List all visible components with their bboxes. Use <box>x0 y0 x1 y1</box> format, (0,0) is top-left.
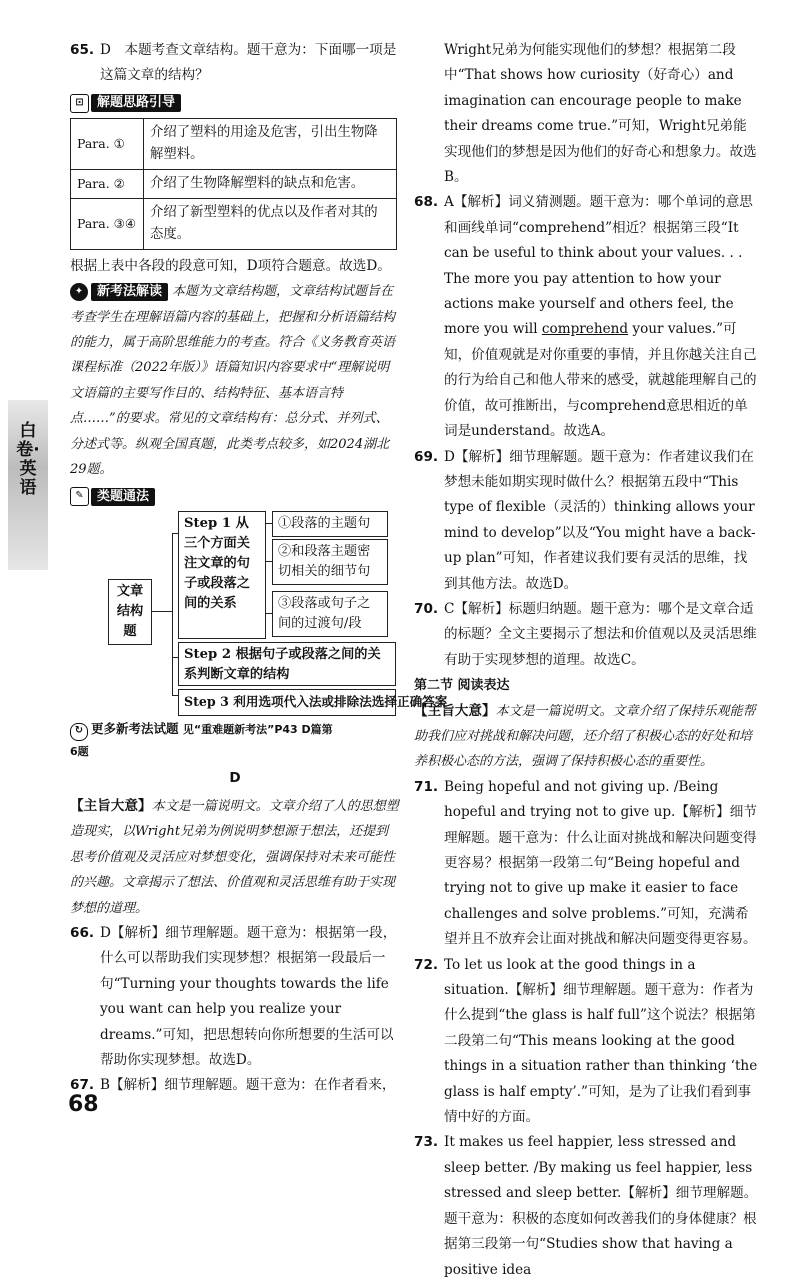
more-questions-link[interactable]: ↻ 更多新考法试题 见“重难题新考法”P43 D篇第 6题 <box>70 721 333 759</box>
key-icon: ✎ <box>70 487 89 506</box>
flow-step3: Step 3 利用选项代入法或排除法选择正确答案 <box>178 689 396 716</box>
table-row: Para. ① 介绍了塑料的用途及危害，引出生物降解塑料。 <box>71 118 397 169</box>
question-73: 73. It makes us feel happier, less stressed and sleep better. /By making us feel happier, less stressed and sleep better.【解析】细节理解题。题干意为：积极的态度如何改善我们的身体健康？根据第三段第一句“Studies show that having a positive idea <box>414 1134 758 1278</box>
question-68: 68. A【解析】词义猜测题。题干意为：哪个单词的意思和画线单词“comprehend”相近？根据第三段“It can be useful to think about your values. . . The more you pay attention to how your actions make yourself and others feel, the more you will comprehend your values.”可知，价值观就是对你重要的事情，并且你越关注自己的行为给自己和他人带来的感受，就越能理解自己的价值，故可推断出，与comprehend意思相近的单词是understand。故选A。 <box>414 194 757 440</box>
passage-title: D <box>229 770 241 787</box>
new-method-note: ✦ 新考法解读 本题为文章结构题，文章结构试题旨在考查学生在理解语篇内容的基础上，把握和分析语篇结构的能力，属于高阶思维能力的考查。符合《义务教育英语课程标准（2022年版）》语篇知识内容要求中“理解说明文语篇的主要写作目的、结构特征、基本语言特点……”的要求。常见的文章结构有：总分式、并列式、分述式等。纵观全国真题，此类考点较多，如2024湖北29题。 <box>70 283 396 478</box>
flow-step1: Step 1 从三个方面关注文章的句子或段落之间的关系 <box>178 511 266 639</box>
table-row: Para. ③④ 介绍了新型塑料的优点以及作者对其的态度。 <box>71 198 397 249</box>
side-tab-label: 白卷·英语 <box>16 421 40 498</box>
question-69: 69. D【解析】细节理解题。题干意为：作者建议我们在梦想未能如期实现时做什么？根据第五段中“This type of flexible（灵活的）thinking allows your mind to develop”以及“You might have a back-up plan”可知，作者建议我们要有灵活的思维，找到其他方法。故选D。 <box>414 448 756 592</box>
guide-icon: ⊡ <box>70 94 89 113</box>
paragraph-table <box>70 118 397 250</box>
section-2-title: 第二节 阅读表达 <box>414 678 510 694</box>
flow-option-2: ②和段落主题密切相关的细节句 <box>272 539 388 585</box>
solution-guide-badge: ⊡ 解题思路引导 <box>70 94 181 113</box>
section-2-summary: 【主旨大意】本文是一篇说明文。文章介绍了保持乐观能帮助我们应对挑战和解决问题，还介绍了积极心态的好处和培养积极心态的方法，强调了保持积极心态的重要性。 <box>414 702 756 770</box>
question-70: 70. C【解析】标题归纳题。题干意为：哪个是文章合适的标题？全文主要揭示了想法和价值观以及灵活思维有助于实现梦想的道理。故选C。 <box>414 600 757 668</box>
flow-connector <box>172 533 173 696</box>
flow-option-3: ③段落或句子之间的过渡句/段 <box>272 591 388 637</box>
star-icon: ✦ <box>70 283 88 301</box>
method-badge: ✎ 类题通法 <box>70 487 155 506</box>
passage-d-summary: 【主旨大意】本文是一篇说明文。文章介绍了人的思想塑造现实，以Wright兄弟为例说明梦想源于想法，还提到思考价值观及灵活应对梦想变化，强调保持对未来可能性的兴趣。文章揭示了想法、价值观和灵活思维有助于实现梦想的道理。 <box>70 797 399 916</box>
flow-option-1: ①段落的主题句 <box>272 511 388 537</box>
question-71: 71. Being hopeful and not giving up. /Being hopeful and trying not to give up.【解析】细节理解题。题干意为：什么让面对挑战和解决问题变得更容易？根据第一段第二句“Being hopeful and trying not to give up make it easier to face challenges and solve problems.”可知，充满希望并且不放弃会让面对挑战和解决问题变得更容易。 <box>414 778 757 948</box>
question-66: 66. D【解析】细节理解题。题干意为：根据第一段，什么可以帮助我们实现梦想？根据第一段最后一句“Turning your thoughts towards the life you want can help you realize your dreams.”可知，把思想转向你所想要的生活可以帮助你实现梦想。故选D。 <box>70 924 397 1068</box>
left-column <box>70 38 448 1099</box>
question-72: 72. To let us look at the good things in a situation.【解析】细节理解题。题干意为：作者为什么提到“the glass is half full”这个说法？根据第二段第二句“This means looking at the good things in a situation rather than thinking ‘the glass is half empty’.”可知，是为了让我们看到事情中好的方面。 <box>414 956 758 1126</box>
table-row: Para. ② 介绍了生物降解塑料的缺点和危害。 <box>71 169 397 198</box>
new-method-badge: ✦ 新考法解读 <box>70 283 168 301</box>
link-icon: ↻ <box>70 723 88 741</box>
subject-side-tab <box>8 400 48 570</box>
question-67: 67. B【解析】细节理解题。题干意为：在作者看来， <box>70 1077 396 1094</box>
method-flowchart <box>70 511 448 716</box>
page-number: 68 <box>68 1092 99 1117</box>
q65-conclusion: 根据上表中各段的段意可知，D项符合题意。故选D。 <box>70 257 391 274</box>
right-column <box>414 38 759 1283</box>
flow-connector <box>152 611 172 612</box>
flow-step2: Step 2 根据句子或段落之间的关系判断文章的结构 <box>178 642 396 686</box>
flow-center-box: 文章结构题 <box>108 579 152 645</box>
underlined-word: comprehend <box>541 321 629 338</box>
question-65: 65. D 本题考查文章结构。题干意为：下面哪一项是这篇文章的结构？ <box>70 42 397 84</box>
question-67-continued: Wright兄弟为何能实现他们的梦想？根据第二段中“That shows how curiosity（好奇心）and imagination can encourage people to make their dreams come true.”可知，Wright兄弟能实现他们的梦想是因为他们的好奇心和想象力。故选B。 <box>444 42 757 186</box>
